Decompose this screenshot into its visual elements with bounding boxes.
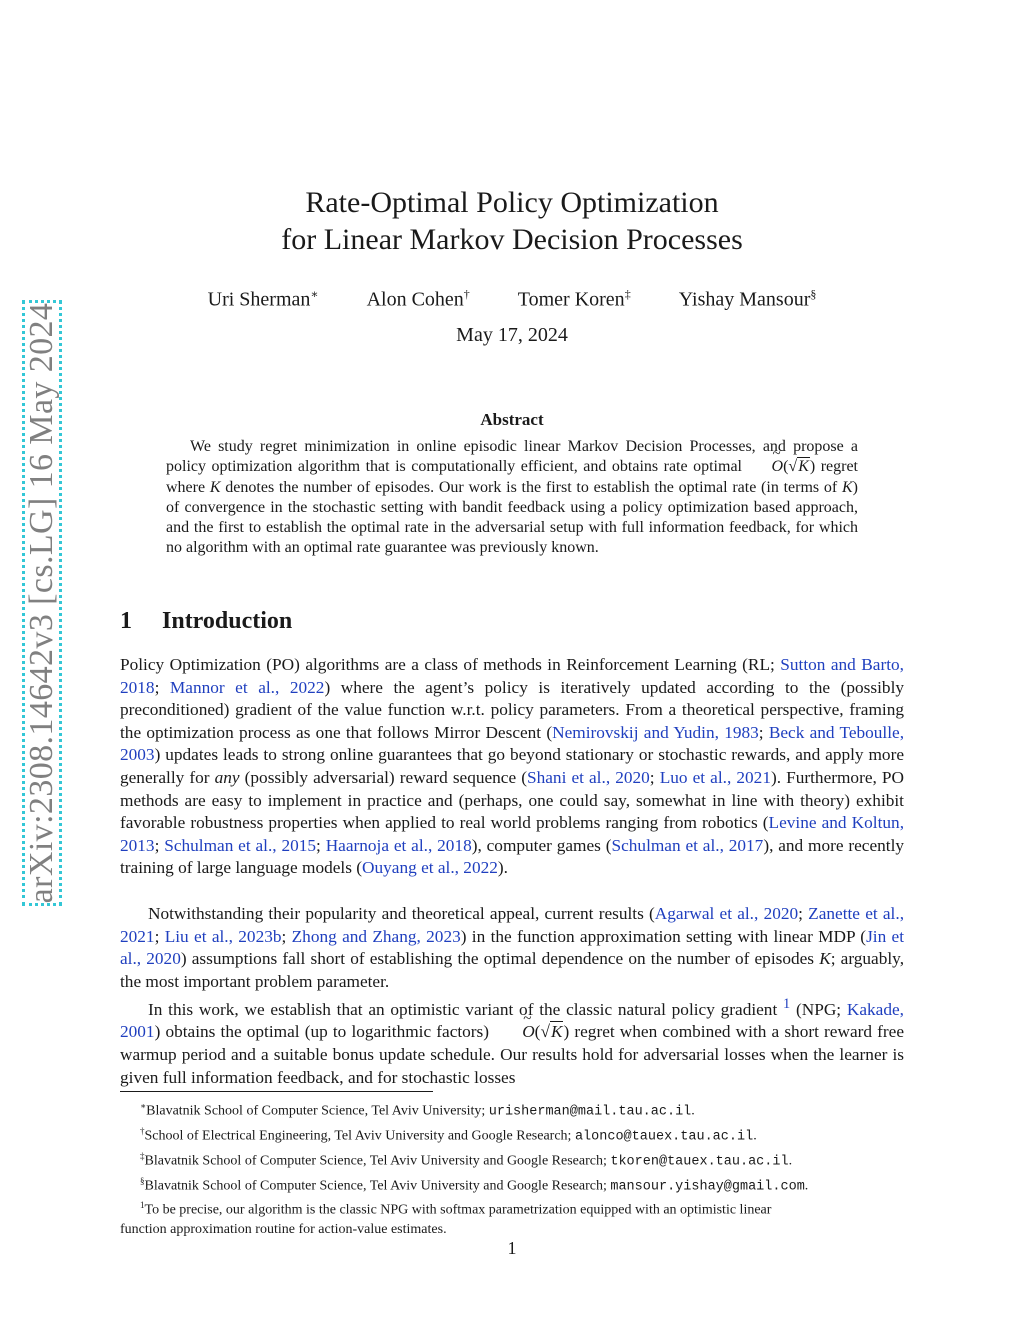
abstract-text: denotes the number of episodes. Our work is the first to establish the optimal rate (in terms of xyxy=(220,478,842,496)
text: ; xyxy=(154,835,165,855)
text: ) in the function approximation setting with linear MDP ( xyxy=(460,926,867,946)
author-mark[interactable]: ‡ xyxy=(624,287,631,301)
email-link[interactable]: tkoren@tauex.tau.ac.il xyxy=(610,1154,789,1170)
intro-paragraph-3 xyxy=(120,993,904,1089)
text: ) assumptions fall short of establishing the optimal dependence on the number of episodes xyxy=(180,949,820,969)
title-line-1: Rate-Optimal Policy Optimization xyxy=(305,186,719,219)
text: In this work, we establish that an optimistic variant of the classic natural policy gradient xyxy=(148,999,784,1019)
email-link[interactable]: urisherman@mail.tau.ac.il xyxy=(488,1104,692,1120)
author-name: Tomer Koren xyxy=(517,288,625,311)
text: ) where the agent’s policy is iteratively updated according to the (possibly preconditioned) gradient of the value function w.r.t. policy parameters. From a theoretical perspective, framing the optimization process as one that follows Mirror Descent ( xyxy=(120,677,905,742)
citation-link[interactable]: Levine and Koltun, 2013 xyxy=(120,813,905,855)
author xyxy=(518,282,631,312)
math-k: K xyxy=(819,949,831,969)
author-list xyxy=(120,282,904,312)
text: ), computer games ( xyxy=(471,835,612,855)
citation-link[interactable]: Zanette et al., 2021 xyxy=(120,904,905,946)
citation-link[interactable]: Beck and Teboulle, 2003 xyxy=(120,722,905,765)
text: ). Furthermore, PO methods are easy to implement in practice and (perhaps, one could say, somewhat in line with theory) exhibit favorable robustness properties when applied to real world problems ranging from robotics ( xyxy=(120,767,904,833)
footnote-text: . xyxy=(788,1153,793,1169)
text: (possibly adversarial) reward sequence ( xyxy=(239,767,527,787)
author xyxy=(367,282,470,312)
text: ; xyxy=(758,722,769,742)
math-k: K xyxy=(209,478,221,496)
title-line-2: for Linear Markov Decision Processes xyxy=(281,223,743,256)
text: ; xyxy=(798,904,809,923)
footnote-text: School of Electrical Engineering, Tel Aviv University and Google Research; xyxy=(144,1128,575,1144)
citation-link[interactable]: Ouyang et al., 2022 xyxy=(362,858,498,878)
text: ), and more recently training of large language models ( xyxy=(120,835,905,878)
intro-paragraph-1 xyxy=(120,654,904,880)
footnote-text: . xyxy=(753,1128,757,1144)
citation-link[interactable]: Shani et al., 2020 xyxy=(527,767,650,787)
text: Policy Optimization (PO) algorithms are a class of methods in Reinforcement Learning (RL; xyxy=(120,655,781,674)
footnote xyxy=(120,1196,904,1220)
email-link[interactable]: mansour.yishay@gmail.com xyxy=(610,1179,805,1195)
o-tilde: ~ O xyxy=(494,1021,534,1044)
sqrt-sign: √ xyxy=(540,1022,550,1042)
arxiv-stamp[interactable] xyxy=(22,300,62,906)
text: ) updates leads to strong online guarantees that go beyond stationary or stochastic rewards, and apply more generally for xyxy=(120,745,904,787)
citation-link[interactable]: Mannor et al., 2022 xyxy=(169,677,325,697)
footnote-text: To be precise, our algorithm is the classic NPG with softmax parametrization equipped with an optimistic linear xyxy=(144,1203,772,1219)
author xyxy=(679,282,817,312)
abstract-text: regret where xyxy=(166,458,859,496)
footnote xyxy=(120,1147,904,1172)
abstract-text: We study regret minimization in online episodic linear Markov Decision Processes, and propose a policy optimization algorithm that is computationally efficient, and obtains rate optimal xyxy=(166,438,858,476)
footnote-divider xyxy=(120,1091,433,1092)
footnote-mark: † xyxy=(140,1125,145,1136)
footnote-mark: ‡ xyxy=(140,1150,145,1161)
page-number: 1 xyxy=(507,1238,517,1258)
footnote-text: Blavatnik School of Computer Science, Tel Aviv University and Google Research; xyxy=(144,1178,611,1194)
citation-link[interactable]: Liu et al., 2023b xyxy=(164,926,282,946)
citation-link[interactable]: Sutton and Barto, 2018 xyxy=(120,655,904,697)
sqrt-sign: √ xyxy=(788,458,798,476)
citation-link[interactable]: Nemirovskij and Yudin, 1983 xyxy=(552,722,759,742)
author-name: Yishay Mansour xyxy=(678,288,811,311)
footnote-link[interactable]: 1 xyxy=(783,996,791,1012)
footnote-text: . xyxy=(804,1178,809,1194)
footnote-text: . xyxy=(691,1103,695,1119)
math-k: K xyxy=(550,1022,563,1042)
intro-paragraph-2 xyxy=(120,903,904,993)
paren: ( xyxy=(783,458,789,476)
footnote-text: Blavatnik School of Computer Science, Tel Aviv University; xyxy=(146,1103,489,1119)
text: ) obtains the optimal (up to logarithmic factors) xyxy=(154,1022,495,1042)
email-link[interactable]: alonco@tauex.tau.ac.il xyxy=(574,1129,754,1145)
paper-date: May 17, 2024 xyxy=(456,324,568,346)
author-mark[interactable]: § xyxy=(810,287,817,301)
section-number: 1 xyxy=(120,608,132,634)
author-name: Uri Sherman xyxy=(207,288,311,311)
paper-title xyxy=(120,184,904,258)
citation-link[interactable]: Schulman et al., 2015 xyxy=(164,835,317,855)
footnote-continuation: function approximation routine for action-value estimates. xyxy=(120,1222,447,1238)
footnote xyxy=(120,1172,904,1197)
arxiv-stamp-text: arXiv:2308.14642v3 [cs.LG] 16 May 2024 xyxy=(23,302,60,904)
footnote-mark: § xyxy=(140,1175,145,1186)
paren: ) xyxy=(563,1022,570,1042)
citation-link[interactable]: Schulman et al., 2017 xyxy=(611,835,764,855)
paren: ) xyxy=(809,458,816,476)
footnote-text: Blavatnik School of Computer Science, Tel Aviv University and Google Research; xyxy=(144,1153,611,1169)
o-tilde: ~ O xyxy=(748,457,784,477)
citation-link[interactable]: Zhong and Zhang, 2023 xyxy=(291,926,461,946)
emphasis: any xyxy=(214,767,240,787)
footnote-mark: 1 xyxy=(140,1200,145,1211)
text: ; xyxy=(316,835,326,855)
abstract-heading: Abstract xyxy=(480,410,544,429)
text: ). xyxy=(497,858,508,878)
author-mark[interactable]: ∗ xyxy=(310,287,319,301)
footnotes xyxy=(120,1097,904,1240)
section-title: Introduction xyxy=(162,608,293,634)
text: ; xyxy=(281,926,292,946)
author-name: Alon Cohen xyxy=(366,288,464,311)
text: (NPG; xyxy=(790,999,847,1019)
author xyxy=(208,282,319,312)
math-k: K xyxy=(842,478,853,496)
text: ; arguably, the most important problem parameter. xyxy=(120,949,905,991)
text: ; xyxy=(154,926,165,946)
citation-link[interactable]: Kakade, 2001 xyxy=(120,999,904,1042)
abstract-body xyxy=(166,437,858,559)
text: Notwithstanding their popularity and theoretical appeal, current results ( xyxy=(148,904,655,923)
footnote-mark: ∗ xyxy=(140,1101,147,1111)
text: ; xyxy=(649,767,660,787)
footnote xyxy=(120,1122,904,1147)
footnote xyxy=(120,1097,904,1122)
section-heading xyxy=(120,608,292,635)
math-k: K xyxy=(798,458,809,476)
paren: ( xyxy=(534,1022,541,1042)
abstract-text: ) of convergence in the stochastic setting with bandit feedback using a policy optimization based approach, and the first to establish the optimal rate in the adversarial setup with full information feedback, for which no algorithm with an optimal rate guarantee was previously known. xyxy=(166,478,858,557)
text: ; xyxy=(154,677,170,697)
author-mark[interactable]: † xyxy=(463,287,470,301)
citation-link[interactable]: Agarwal et al., 2020 xyxy=(654,904,799,923)
citation-link[interactable]: Haarnoja et al., 2018 xyxy=(325,835,472,855)
text: regret when combined with a short reward free warmup period and a suitable bonus update schedule. Our results hold for adversarial losses when the learner is given full information feedback, and for stochastic losses xyxy=(120,1022,904,1087)
citation-link[interactable]: Jin et al., 2020 xyxy=(120,926,905,969)
citation-link[interactable]: Luo et al., 2021 xyxy=(659,767,771,787)
